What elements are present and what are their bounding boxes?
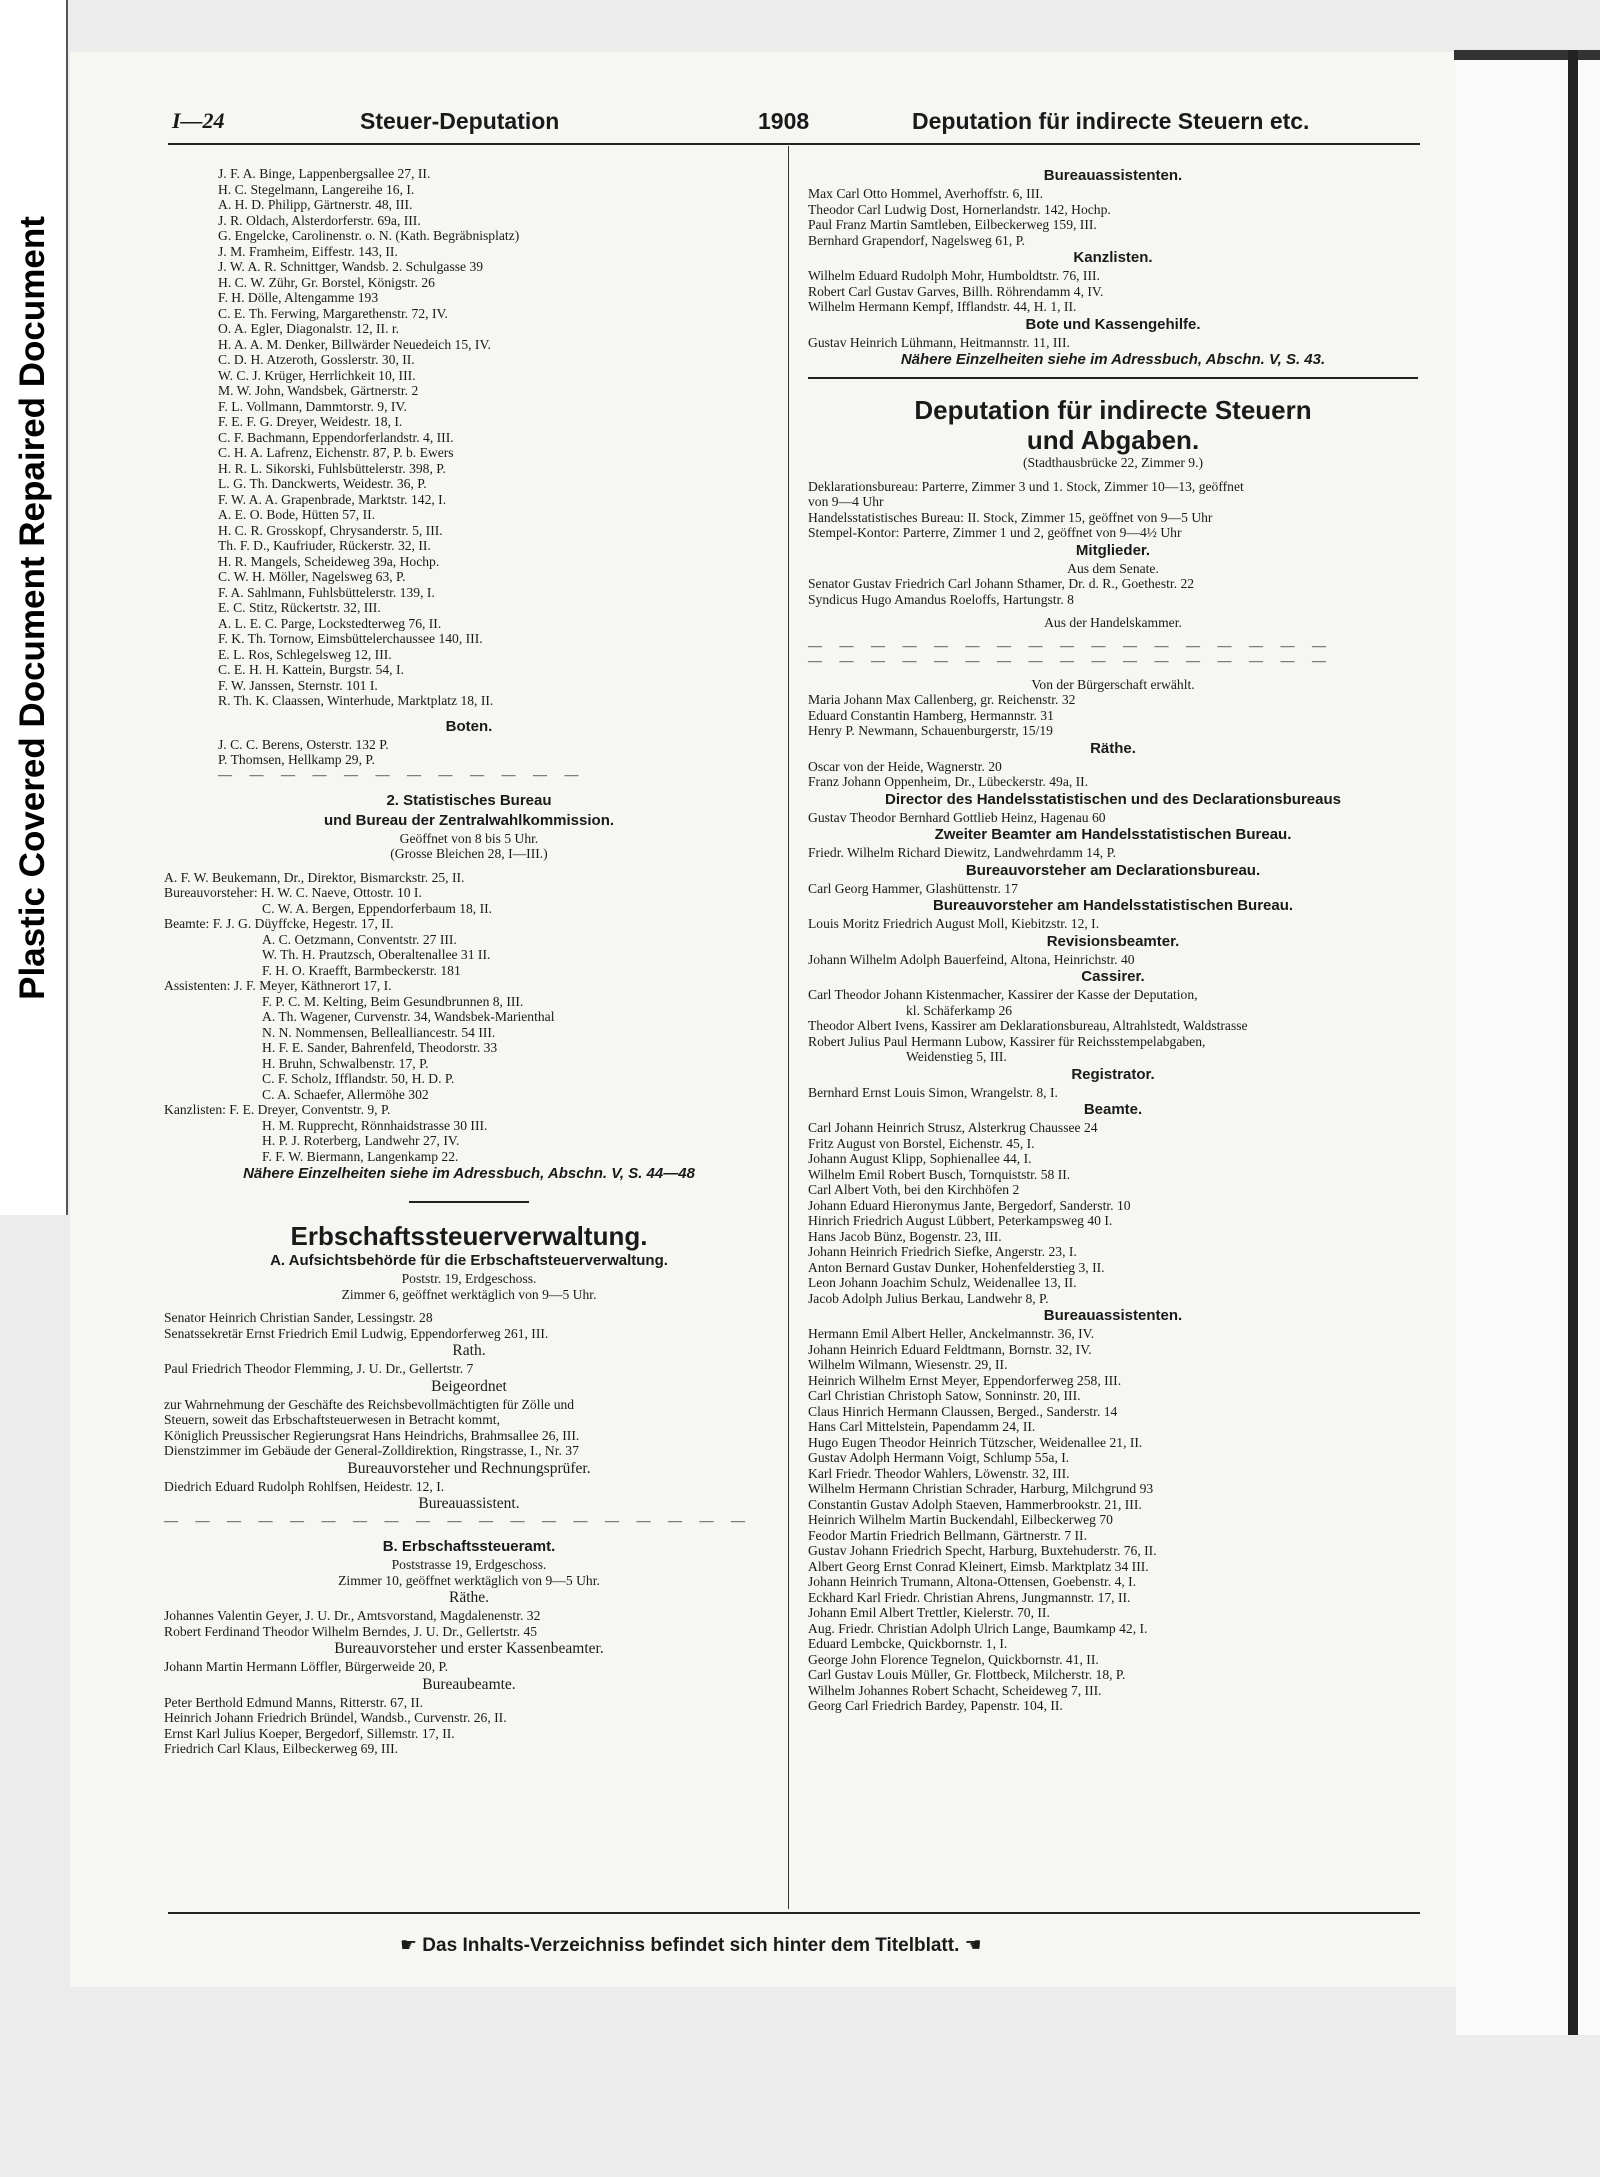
list-line: Albert Georg Ernst Conrad Kleinert, Eimsb. Marktplatz 34 III. [808,1558,1149,1574]
raethe-heading: Räthe. [448,1589,490,1606]
list-line: L. G. Th. Danckwerts, Weidestr. 36, P. [218,476,427,491]
bureaubeamte-heading: Bureaubeamte. [422,1675,516,1693]
list-line: H. C. Stegelmann, Langereihe 16, I. [218,181,415,197]
list-line: Dienstzimmer im Gebäude der General-Zolldirektion, Ringstrasse, I., Nr. 37 [164,1443,579,1458]
list-line: F. H. Dölle, Altengamme 193 [218,290,379,305]
stat-director: A. F. W. Beukemann, Dr., Direktor, Bismarckstr. 25, II. [164,869,465,885]
list-line: Leon Johann Joachim Schulz, Weidenallee 13, II. [808,1275,1077,1290]
bureauassistenten-list [808,1326,1418,1714]
running-head-left: Steuer-Deputation [360,108,560,134]
footer-note: ☛ Das Inhalts-Verzeichniss befindet sich hinter dem Titelblatt. ☚ [400,1935,982,1956]
list-line: Deklarationsbureau: Parterre, Zimmer 3 und 1. Stock, Zimmer 10—13, geöffnet [808,478,1244,494]
list-line: J. W. A. R. Schnittger, Wandsb. 2. Schulgasse 39 [218,259,484,274]
list-line: A. L. E. C. Parge, Lockstedterweg 76, II. [218,615,442,631]
cassirer-list [808,987,1418,1065]
list-line: Jacob Adolph Julius Berkau, Landwehr 8, P. [808,1290,1049,1306]
section-rule [409,1201,529,1203]
list-line: Johann Heinrich Friedrich Siefke, Angerstr. 23, I. [808,1244,1077,1259]
list-line: Peter Berthold Edmund Manns, Ritterstr. 67, II. [164,1694,424,1710]
list-line: F. K. Th. Tornow, Eimsbüttelerchaussee 140, III. [218,631,483,646]
list-line: Hugo Eugen Theodor Heinrich Tützscher, Weidenallee 21, II. [808,1434,1143,1450]
raethe-heading: Räthe. [1090,739,1136,757]
bvh-name: Louis Moritz Friedrich August Moll, Kiebitzstr. 12, I. [808,916,1100,931]
list-line: Eckhard Karl Friedr. Christian Ahrens, Jungmannstr. 17, II. [808,1589,1131,1605]
list-line: Johann Heinrich Trumann, Altona-Ottensen, Goebenstr. 4, I. [808,1574,1137,1589]
list-line: Friedrich Carl Klaus, Eilbeckerweg 69, III. [164,1741,399,1756]
list-line: H. R. Mangels, Scheideweg 39a, Hochp. [218,553,440,569]
list-line: Robert Carl Gustav Garves, Billh. Röhrendamm 4, IV. [808,283,1104,299]
erb-b-address: Poststrasse 19, Erdgeschoss. [391,1557,547,1572]
deputation-title: Deputation für indirecte Steuern [914,395,1312,425]
list-line: Carl Johann Heinrich Strusz, Alsterkrug Chaussee 24 [808,1120,1098,1135]
list-line: Constantin Gustav Adolph Staeven, Hammerbrookstr. 21, III. [808,1496,1142,1512]
list-line: O. A. Egler, Diagonalstr. 12, II. r. [218,321,400,336]
binding-edge [1568,50,1578,2035]
erb-a-heading: A. Aufsichtsbehörde für die Erbschaftsteuerverwaltung. [270,1252,668,1269]
beigeordnet-list [164,1397,774,1459]
list-line: Carl Albert Voth, bei den Kirchhöfen 2 [808,1182,1020,1197]
list-line: Ernst Karl Julius Koeper, Bergedorf, Sillemstr. 17, II. [164,1725,455,1741]
bvr-name: Diedrich Eduard Rudolph Rohlfsen, Heidestr. 12, I. [164,1478,445,1494]
bvr-heading: Bureauvorsteher und Rechnungsprüfer. [347,1459,591,1477]
list-line: Kanzlisten: F. E. Dreyer, Conventstr. 9, P. [164,1102,391,1117]
director-heading: Director des Handelsstatistischen und des Declarationsbureaus [885,790,1341,808]
registrator-name: Bernhard Ernst Louis Simon, Wrangelstr. 8, I. [808,1084,1058,1100]
list-line: Wilhelm Emil Robert Busch, Tornquiststr. 58 II. [808,1166,1071,1182]
hk-dashes: — — — — — — — — — — — — — — — — — [808,653,1333,669]
list-line: C. D. H. Atzeroth, Gosslerstr. 30, II. [218,352,415,367]
list-line: Franz Johann Oppenheim, Dr., Lübeckerstr. 49a, II. [808,774,1089,789]
list-line: Fritz August von Borstel, Eichenstr. 45, I. [808,1135,1035,1151]
list-line: Feodor Martin Friedrich Bellmann, Gärtnerstr. 7 II. [808,1527,1087,1543]
list-line: F. L. Vollmann, Dammtorstr. 9, IV. [218,398,407,414]
list-line: Johannes Valentin Geyer, J. U. Dr., Amtsvorstand, Magdalenenstr. 32 [164,1608,541,1623]
cassirer-heading: Cassirer. [1081,968,1145,985]
list-line: Gustav Johann Friedrich Specht, Harburg, Buxtehuderstr. 76, II. [808,1543,1157,1558]
list-line: A. H. D. Philipp, Gärtnerstr. 48, III. [218,197,413,212]
list-line: A. E. O. Bode, Hütten 57, II. [218,507,376,522]
list-line: Heinrich Johann Friedrich Bründel, Wandsb., Curvenstr. 26, II. [164,1710,507,1725]
bvk-heading: Bureauvorsteher und erster Kassenbeamter. [334,1640,604,1657]
page-edge [1456,50,1600,2035]
list-line: A. Th. Wagener, Curvenstr. 34, Wandsbek-Marienthal [262,1009,555,1024]
list-line: F. W. A. A. Grapenbrade, Marktstr. 142, I. [218,491,447,507]
list-line: Wilhelm Eduard Rudolph Mohr, Humboldtstr. 76, III. [808,268,1100,283]
right-column [808,166,1418,1714]
list-line: W. C. J. Krüger, Herrlichkeit 10, III. [218,367,416,383]
list-line: J. C. C. Berens, Osterstr. 132 P. [218,736,389,752]
registrator-heading: Registrator. [1071,1065,1155,1083]
list-line: Gustav Adolph Hermann Voigt, Schlump 55a, I. [808,1450,1070,1465]
erb-a-senator: Senator Heinrich Christian Sander, Lessingstr. 28 [164,1310,433,1325]
list-line: Heinrich Wilhelm Ernst Meyer, Eppendorferweg 258, III. [808,1372,1122,1388]
stat-heading-2: und Bureau der Zentralwahlkommission. [323,811,615,829]
senat-list [808,576,1418,607]
stat-note: Nähere Einzelheiten siehe im Adressbuch, Abschn. V, S. 44—48 [243,1165,695,1182]
header-rule [168,143,1420,145]
list-line: R. Th. K. Claassen, Winterhude, Marktplatz 18, II. [218,693,494,708]
list-line: G. Engelcke, Carolinenstr. o. N. (Kath. Begräbnisplatz) [218,228,520,243]
list-line: Theodor Carl Ludwig Dost, Hornerlandstr. 142, Hochp. [808,201,1111,217]
beamte-heading: Beamte. [1083,1101,1143,1118]
binding-tab [1454,50,1600,60]
bureauassistenten-heading: Bureauassistenten. [1043,1307,1183,1324]
list-line: von 9—4 Uhr [808,494,884,509]
list-line: Th. F. D., Kaufriuder, Rückerstr. 32, II. [218,538,431,553]
list-line: J. R. Oldach, Alsterdorferstr. 69a, III. [218,212,421,228]
list-line: H. Bruhn, Schwalbenstr. 17, P. [262,1055,429,1071]
list-line: F. W. Janssen, Sternstr. 101 I. [218,677,378,693]
list-line: Carl Christian Christoph Satow, Sonninstr. 20, III. [808,1388,1081,1403]
director-name: Gustav Theodor Bernhard Gottlieb Heinz, Hagenau 60 [808,809,1106,825]
bote-name: Gustav Heinrich Lühmann, Heitmannstr. 11, III. [808,334,1070,350]
footer-rule [168,1912,1420,1914]
erb-b-hours: Zimmer 10, geöffnet werktäglich von 9—5 Uhr. [338,1572,600,1588]
list-line: H. F. E. Sander, Bahrenfeld, Theodorstr. 33 [262,1040,498,1055]
list-line: Bernhard Grapendorf, Nagelsweg 61, P. [808,232,1026,248]
list-line: Eduard Constantin Hamberg, Hermannstr. 31 [808,707,1054,723]
boten-heading: Boten. [445,717,493,735]
list-line: H. C. R. Grosskopf, Chrysanderstr. 5, III. [218,522,443,538]
list-line: W. Th. H. Prautzsch, Oberaltenallee 31 II. [262,947,491,962]
raethe-list [164,1608,774,1639]
list-line: Max Carl Otto Hommel, Averhoffstr. 6, III. [808,186,1044,201]
bass-dashes: — — — — — — — — — — — — — — — — — — — [164,1514,752,1529]
list-line: H. R. L. Sikorski, Fuhlsbüttelerstr. 398, P. [218,460,446,476]
running-head-year: 1908 [758,108,810,134]
zweiter-beamter-heading: Zweiter Beamter am Handelsstatistischen Bureau. [934,826,1292,843]
list-line: C. E. H. H. Kattein, Burgstr. 54, I. [218,662,404,677]
list-line: Johann Eduard Hieronymus Jante, Bergedorf, Sanderstr. 10 [808,1197,1131,1213]
erb-title: Erbschaftssteuerverwaltung. [290,1221,648,1251]
list-line: C. W. A. Bergen, Eppendorferbaum 18, II. [262,900,493,916]
list-line: Bureauvorsteher: H. W. C. Naeve, Ottostr. 10 I. [164,885,422,900]
bvk-name: Johann Martin Hermann Löffler, Bürgerweide 20, P. [164,1659,448,1674]
list-line: Senator Gustav Friedrich Carl Johann Sthamer, Dr. d. R., Goethestr. 22 [808,576,1195,591]
list-line: C. W. H. Möller, Nagelsweg 63, P. [218,569,406,584]
list-line: C. F. Scholz, Ifflandstr. 50, H. D. P. [262,1071,455,1086]
list-line: Syndicus Hugo Amandus Roeloffs, Hartungstr. 8 [808,591,1074,607]
page-number: I—24 [172,108,225,133]
zweiter-beamter-name: Friedr. Wilhelm Richard Diewitz, Landwehrdamm 14, P. [808,845,1117,860]
boten-list [164,737,774,768]
list-line: kl. Schäferkamp 26 [906,1002,1013,1018]
list-line: Theodor Albert Ivens, Kassirer am Deklarationsbureau, Altrahlstedt, Waldstrasse [808,1018,1248,1033]
revision-heading: Revisionsbeamter. [1046,932,1180,950]
bvd-name: Carl Georg Hammer, Glashüttenstr. 17 [808,880,1018,896]
buergerschaft-subheading: Von der Bürgerschaft erwählt. [1031,676,1195,692]
list-line: M. W. John, Wandsbek, Gärtnerstr. 2 [218,383,419,398]
list-line: P. Thomsen, Hellkamp 29, P. [218,752,375,767]
rath-name: Paul Friedrich Theodor Flemming, J. U. Dr., Gellertstr. 7 [164,1361,474,1376]
list-line: Wilhelm Hermann Kempf, Ifflandstr. 44, H. 1, II. [808,299,1077,314]
list-line: H. A. A. M. Denker, Billwärder Neuedeich 15, IV. [218,336,491,352]
list-line: Robert Ferdinand Theodor Wilhelm Berndes, J. U. Dr., Gellertstr. 45 [164,1623,538,1639]
senat-subheading: Aus dem Senate. [1067,560,1159,576]
revision-name: Johann Wilhelm Adolph Bauerfeind, Altona, Heinrichstr. 40 [808,951,1135,967]
list-line: Oscar von der Heide, Wagnerstr. 20 [808,758,1002,774]
running-head-right: Deputation für indirecte Steuern etc. [912,108,1310,134]
list-line: Aug. Friedr. Christian Adolph Ulrich Lange, Baumkamp 42, I. [808,1620,1148,1636]
stat-heading: 2. Statistisches Bureau [386,791,552,809]
note-adressbuch: Nähere Einzelheiten siehe im Adressbuch, Abschn. V, S. 43. [900,351,1326,368]
deputation-office-list [808,479,1418,541]
list-line: Heinrich Wilhelm Martin Buckendahl, Eilbeckerweg 70 [808,1512,1113,1527]
dash-placeholder: — — — — — — — — — — — — [218,767,586,783]
bureaubeamte-list [164,1695,774,1757]
list-line: Carl Gustav Louis Müller, Gr. Flottbeck, Milcherstr. 18, P. [808,1667,1126,1682]
kanzlisten-list [808,268,1418,315]
list-line: Wilhelm Hermann Christian Schrader, Harburg, Milchgrund 93 [808,1481,1154,1496]
list-line: Eduard Lembcke, Quickbornstr. 1, I. [808,1636,1008,1651]
bvd-heading: Bureauvorsteher am Declarationsbureau. [965,861,1261,879]
list-line: Hans Jacob Bünz, Bogenstr. 23, III. [808,1228,1002,1244]
list-line: Assistenten: J. F. Meyer, Käthnerort 17, I. [164,978,392,993]
list-line: Karl Friedr. Theodor Wahlers, Löwenstr. 32, III. [808,1465,1070,1481]
list-line: Weidenstieg 5, III. [906,1049,1007,1064]
list-line: Paul Franz Martin Samtleben, Eilbeckerweg 159, III. [808,217,1097,232]
list-line: E. C. Stitz, Rückertstr. 32, III. [218,600,381,615]
bvh-heading: Bureauvorsteher am Handelsstatistischen Bureau. [932,897,1294,914]
list-line: H. C. W. Zühr, Gr. Borstel, Königstr. 26 [218,274,435,290]
list-line: Stempel-Kontor: Parterre, Zimmer 1 und 2, geöffnet von 9—4½ Uhr [808,525,1182,540]
deputation-address: (Stadthausbrücke 22, Zimmer 9.) [1022,455,1204,470]
list-line: Beamte: F. J. G. Düyffcke, Hegestr. 17, II. [164,916,394,931]
list-line: Georg Carl Friedrich Bardey, Papenstr. 104, II. [808,1698,1063,1713]
list-line: Maria Johann Max Callenberg, gr. Reichenstr. 32 [808,692,1076,707]
list-line: Hermann Emil Albert Heller, Anckelmannstr. 36, IV. [808,1326,1095,1341]
mitglieder-heading: Mitglieder. [1075,541,1151,559]
hk-dashes: — — — — — — — — — — — — — — — — — [808,638,1333,654]
beamte-list [808,1120,1418,1306]
column-divider [788,146,789,1909]
list-line: George John Florence Tegnelon, Quickbornstr. 41, II. [808,1651,1099,1667]
stat-address: (Grosse Bleichen 28, I—III.) [390,846,548,861]
list-line: C. E. Th. Ferwing, Margarethenstr. 72, IV. [218,305,448,321]
ba-heading: Bureauassistenten. [1043,167,1183,184]
list-line: C. A. Schaefer, Allermöhe 302 [262,1086,429,1102]
list-line: A. C. Oetzmann, Conventstr. 27 III. [262,931,457,947]
deputation-title-2: und Abgaben. [1026,425,1200,455]
list-line: N. N. Nommensen, Bellealliancestr. 54 III. [262,1024,496,1040]
list-line: Johann August Klipp, Sophienallee 44, I. [808,1151,1032,1166]
list-line: F. A. Sahlmann, Fuhlsbüttelerstr. 139, I. [218,584,435,600]
list-line: Robert Julius Paul Hermann Lubow, Kassirer für Reichsstempelabgaben, [808,1033,1206,1049]
list-line: Henry P. Newmann, Schauenburgerstr, 15/19 [808,723,1053,738]
bass-heading: Bureauassistent. [418,1495,520,1512]
list-line: Handelsstatistisches Bureau: II. Stock, Zimmer 15, geöffnet von 9—5 Uhr [808,509,1213,525]
list-line: H. M. Rupprecht, Rönnhaidstrasse 30 III. [262,1117,488,1133]
list-line: F. F. W. Biermann, Langenkamp 22. [262,1148,459,1164]
section-rule [808,377,1418,379]
document-label-sidebar [0,0,68,1215]
document-label: Plastic Covered Document Repaired Document [13,216,52,1000]
raethe-list [808,759,1418,790]
stat-staff-list [164,885,774,1164]
list-line: F. H. O. Kraefft, Barmbeckerstr. 181 [262,962,461,978]
list-line: Claus Hinrich Hermann Claussen, Berged., Sanderstr. 14 [808,1403,1118,1419]
list-line: Johann Heinrich Eduard Feldtmann, Bornstr. 32, IV. [808,1341,1092,1357]
erb-b-heading: B. Erbschaftssteueramt. [382,1538,556,1555]
erb-a-hours: Zimmer 6, geöffnet werktäglich von 9—5 Uhr. [341,1286,597,1302]
list-line: E. L. Ros, Schlegelsweg 12, III. [218,646,392,662]
list-line: Königlich Preussischer Regierungsrat Hans Heindrichs, Brahmsallee 26, III. [164,1427,580,1443]
handelskammer-subheading: Aus der Handelskammer. [1044,615,1182,630]
ba-list [808,186,1418,248]
list-line: J. F. A. Binge, Lappenbergsallee 27, II. [218,166,431,181]
kanzlisten-heading: Kanzlisten. [1073,249,1153,266]
list-line: C. H. A. Lafrenz, Eichenstr. 87, P. b. Ewers [218,445,454,460]
list-line: Wilhelm Johannes Robert Schacht, Scheideweg 7, III. [808,1682,1102,1698]
list-line: Johann Emil Albert Trettler, Kielerstr. 70, II. [808,1605,1050,1620]
list-line: Hans Carl Mittelstein, Papendamm 24, II. [808,1419,1036,1434]
list-line: J. M. Framheim, Eiffestr. 143, II. [218,243,398,259]
list-line: Steuern, soweit das Erbschaftsteuerwesen in Betracht kommt, [164,1412,500,1427]
list-line: zur Wahrnehmung der Geschäfte des Reichsbevollmächtigten für Zölle und [164,1396,575,1412]
list-line: F. E. F. G. Dreyer, Weidestr. 18, I. [218,414,403,429]
buergerschaft-list [808,692,1418,739]
list-line: H. P. J. Roterberg, Landwehr 27, IV. [262,1133,460,1148]
beigeordnet-heading: Beigeordnet [431,1377,507,1395]
list-line: F. P. C. M. Kelting, Beim Gesundbrunnen 8, III. [262,993,524,1009]
list-line: C. F. Bachmann, Eppendorferlandstr. 4, III. [218,429,454,445]
rath-heading: Rath. [452,1342,486,1359]
bote-heading: Bote und Kassengehilfe. [1025,315,1201,333]
list-line: Anton Bernard Gustav Dunker, Hohenfelderstieg 3, II. [808,1259,1105,1275]
erb-a-sekretaer: Senatssekretär Ernst Friedrich Emil Ludwig, Eppendorferweg 261, III. [164,1325,549,1341]
erb-a-address: Poststr. 19, Erdgeschoss. [401,1271,537,1286]
left-column [164,166,774,1757]
list-line: Wilhelm Wilmann, Wiesenstr. 29, II. [808,1357,1008,1372]
list-line: Carl Theodor Johann Kistenmacher, Kassirer der Kasse der Deputation, [808,987,1198,1002]
list-line: Hinrich Friedrich August Lübbert, Peterkampsweg 40 I. [808,1213,1113,1228]
member-list [164,166,774,709]
stat-hours: Geöffnet von 8 bis 5 Uhr. [399,830,539,846]
